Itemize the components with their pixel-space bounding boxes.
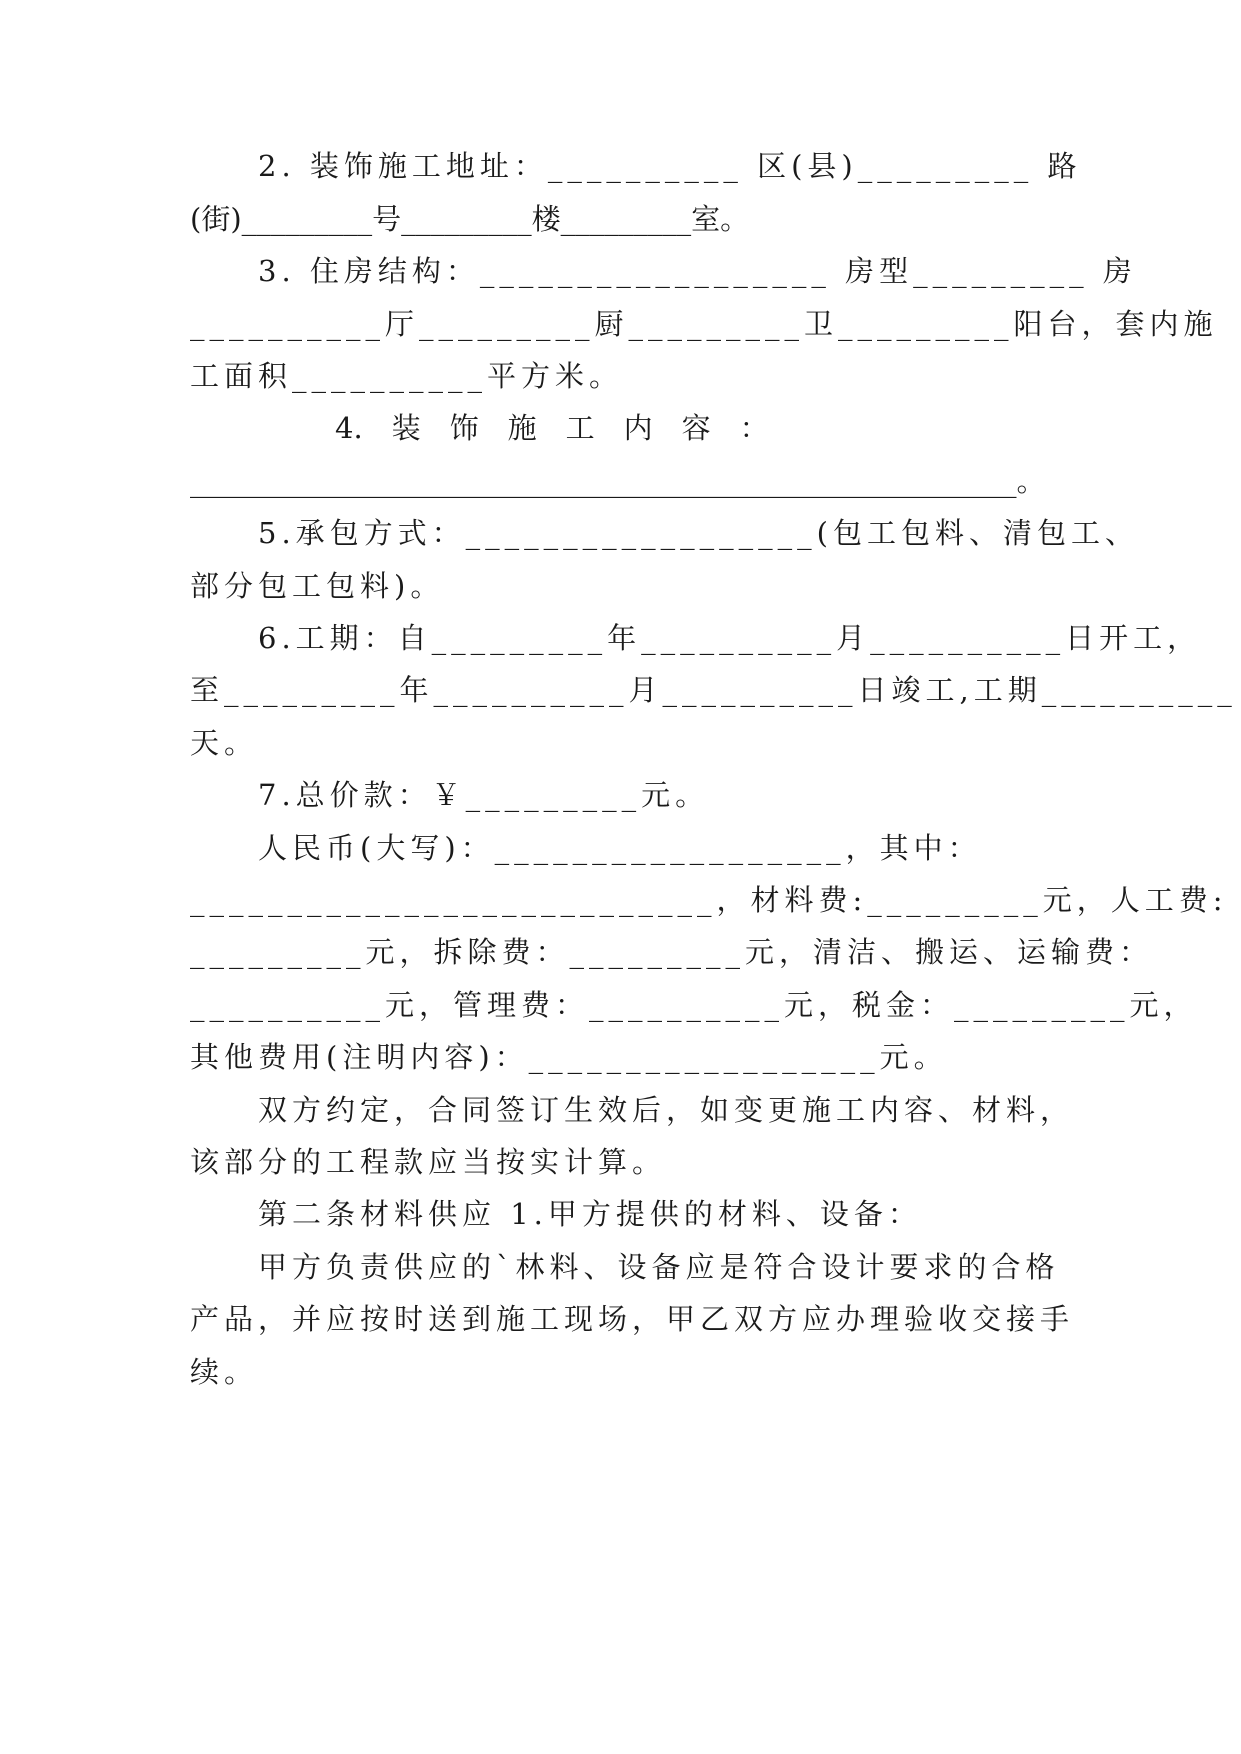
text-line-structure-cont: __________厅_________厨_________卫_________阳台，套内施 — [190, 307, 1218, 341]
text-line-fees-2: _________元，拆除费：_________元，清洁、搬运、运输费： — [190, 935, 1154, 969]
text-line-schedule: 6.工期：自_________年__________月__________日开工， — [190, 621, 1202, 655]
text-line-rmb-uppercase: 人民币(大写)：__________________，其中： — [190, 831, 982, 865]
text-line-agreement-cont: 该部分的工程款应当按实计算。 — [190, 1145, 667, 1179]
text-line-content-blank: _________________________________________________________。 — [190, 464, 1046, 498]
text-line-supply-end: 续。 — [190, 1355, 259, 1389]
text-line-article-two: 第二条材料供应 1.甲方提供的材料、设备： — [190, 1197, 922, 1231]
text-line-total-price: 7.总价款：￥_________元。 — [190, 778, 710, 812]
text-line-schedule-cont: 至_________年__________月__________日竣工,工期__________ — [190, 673, 1237, 707]
text-line-structure: 3. 住房结构：__________________ 房型_________ 房 — [190, 254, 1137, 288]
text-line-supply-cont: 产品，并应按时送到施工现场，甲乙双方应办理验收交接手 — [190, 1302, 1075, 1336]
text-line-supply: 甲方负责供应的`林料、设备应是符合设计要求的合格 — [190, 1250, 1060, 1284]
text-line-content-heading: 4. 装 饰 施 工 内 容 ： — [190, 411, 769, 445]
text-line-address-cont: (街)_________号_________楼_________室。 — [190, 202, 750, 236]
text-line-contract-mode: 5.承包方式：__________________(包工包料、清包工、 — [190, 516, 1139, 550]
text-line-other-fees: 其他费用(注明内容)：__________________元。 — [190, 1040, 948, 1074]
text-line-fees-3: __________元，管理费：__________元，税金：_________元， — [190, 988, 1198, 1022]
text-line-area: 工面积__________平方米。 — [190, 359, 624, 393]
text-line-fees-1: ___________________________，材料费:_________元，人工费: — [190, 883, 1228, 917]
text-line-contract-mode-cont: 部分包工包料)。 — [190, 569, 445, 603]
text-line-agreement: 双方约定，合同签订生效后，如变更施工内容、材料， — [190, 1093, 1075, 1127]
text-line-schedule-end: 天。 — [190, 726, 259, 760]
text-line-address: 2. 装饰施工地址：__________ 区(县)_________ 路 — [190, 149, 1082, 183]
